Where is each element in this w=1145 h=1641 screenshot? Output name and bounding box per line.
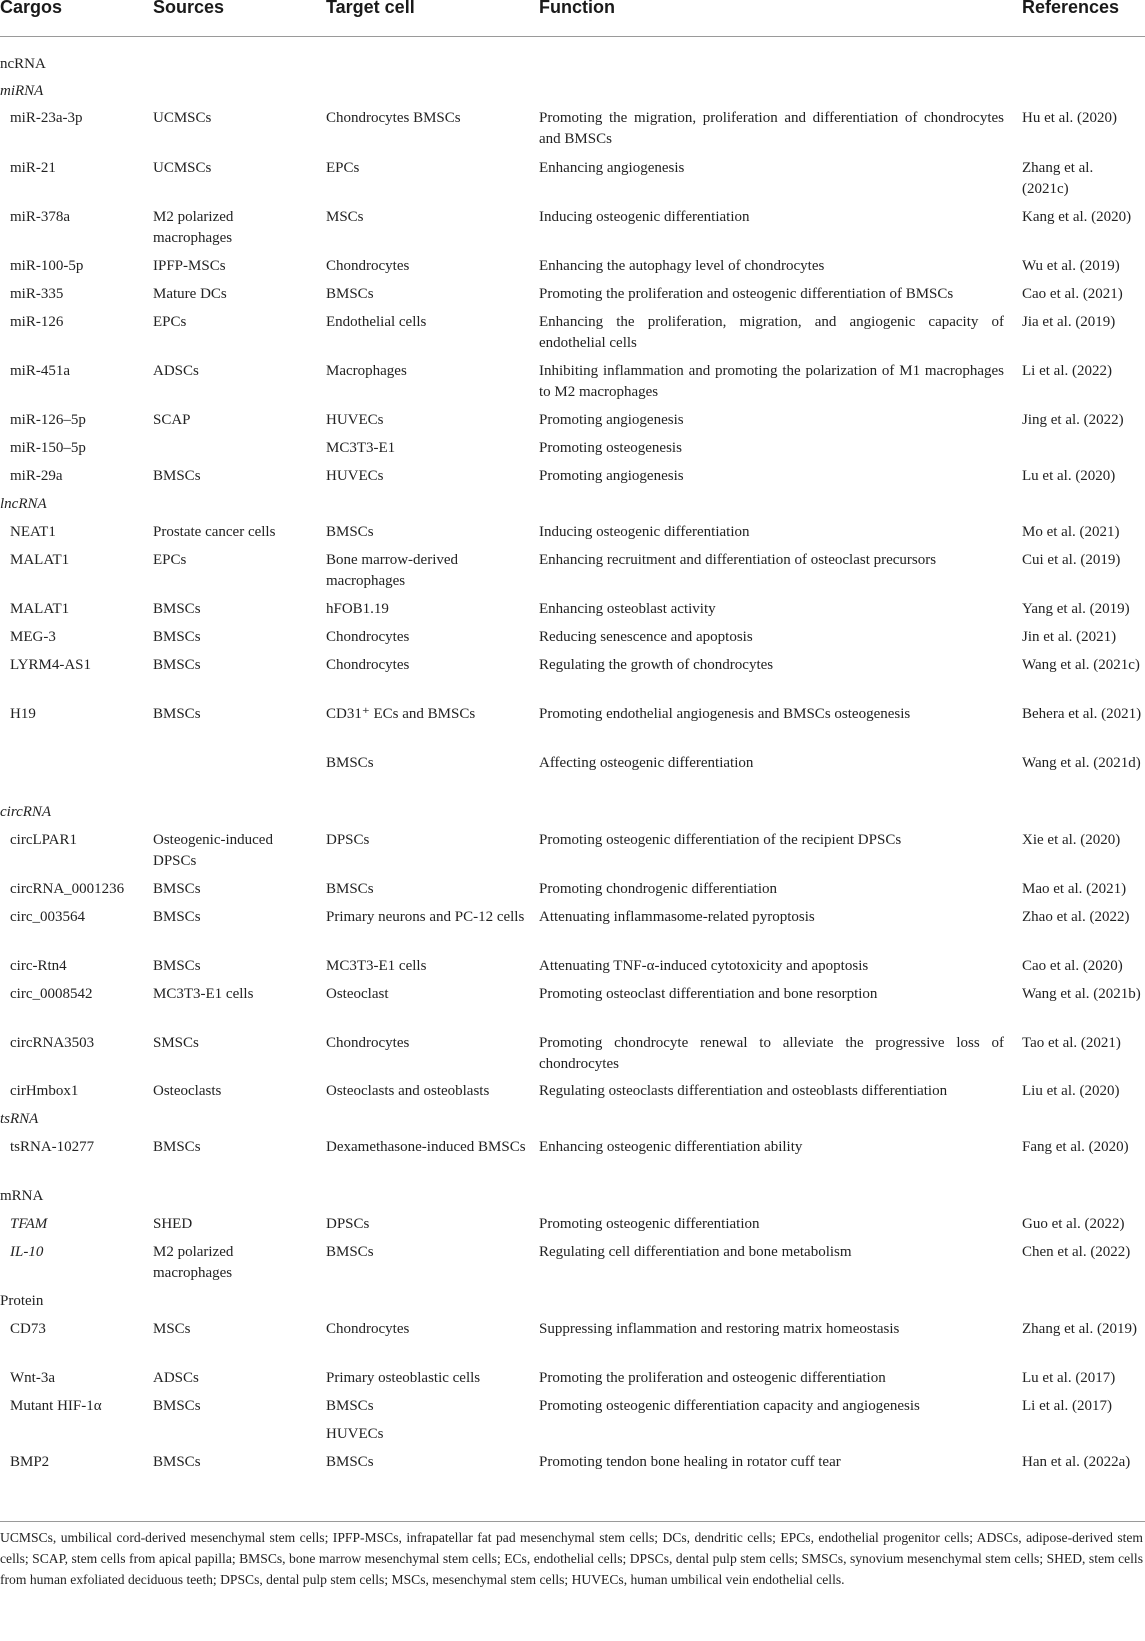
- cell-source: BMSCs: [153, 881, 201, 897]
- cell-function: Promoting endothelial angiogenesis and BMSCs osteogenesis: [539, 706, 911, 722]
- cell-target: Macrophages: [326, 363, 407, 379]
- cell-function: Enhancing the proliferation, migration, and angiogenic capacity of endothelial cells: [539, 314, 1004, 351]
- cell-target: Dexamethasone-induced BMSCs: [326, 1139, 526, 1155]
- cell-target: Chondrocytes: [326, 258, 410, 274]
- cell-function: Promoting angiogenesis: [539, 412, 684, 428]
- cell-reference: Jin et al. (2021): [1022, 629, 1117, 645]
- cell-target: CD31⁺ ECs and BMSCs: [326, 706, 476, 722]
- cell-cargo: circ_003564: [10, 909, 85, 925]
- cell-cargo: circLPAR1: [10, 832, 77, 848]
- section-label-mrna: mRNA: [0, 1188, 44, 1204]
- cell-source: UCMSCs: [153, 160, 212, 176]
- cell-function: Promoting osteogenic differentiation of the recipient DPSCs: [539, 832, 902, 848]
- cell-target: BMSCs: [326, 1398, 374, 1414]
- cell-target: DPSCs: [326, 1216, 370, 1232]
- cell-source: EPCs: [153, 314, 187, 330]
- cell-reference: Jing et al. (2022): [1022, 412, 1124, 428]
- cell-target: BMSCs: [326, 755, 374, 771]
- cell-source: BMSCs: [153, 1398, 201, 1414]
- cell-cargo: MEG-3: [10, 629, 56, 645]
- cell-target: BMSCs: [326, 286, 374, 302]
- cell-function: Enhancing the autophagy level of chondrocytes: [539, 258, 825, 274]
- cell-function: Promoting the proliferation and osteogenic differentiation of BMSCs: [539, 286, 954, 302]
- cell-cargo: circRNA_0001236: [10, 881, 125, 897]
- cell-cargo: MALAT1: [10, 552, 70, 568]
- cell-reference: Mo et al. (2021): [1022, 524, 1120, 540]
- cell-cargo: miR-378a: [10, 209, 70, 225]
- cell-cargo: CD73: [10, 1321, 46, 1337]
- table-footnote: UCMSCs, umbilical cord-derived mesenchymal stem cells; IPFP-MSCs, infrapatellar fat pad mesenchymal stem cells; DCs, dendritic cells; EPCs, endothelial progenitor cells; ADSCs, adipose-derived stem cells; SCAP, stem cells from apical papilla; BMSCs, bone marrow mesenchymal stem cells; ECs, endothelial cells; DPSCs, dental pulp stem cells; SMSCs, synovium mesenchymal stem cells; SHED, stem cells from human exfoliated deciduous teeth; DPSCs, dental pulp stem cells; MSCs, mesenchymal stem cells; HUVECs, human umbilical vein endothelial cells.: [0, 1530, 1143, 1587]
- cell-source: BMSCs: [153, 1139, 201, 1155]
- cell-source: BMSCs: [153, 657, 201, 673]
- cell-target: Primary osteoblastic cells: [326, 1370, 481, 1386]
- cell-cargo: TFAM: [10, 1216, 48, 1232]
- cell-cargo: miR-335: [10, 286, 64, 302]
- cell-source: BMSCs: [153, 1454, 201, 1470]
- cell-function: Enhancing recruitment and differentiation of osteoclast precursors: [539, 552, 937, 568]
- cell-cargo: cirHmbox1: [10, 1083, 79, 1099]
- cell-function: Promoting osteoclast differentiation and bone resorption: [539, 986, 878, 1002]
- cell-reference: Behera et al. (2021): [1022, 706, 1142, 722]
- cell-function: Inducing osteogenic differentiation: [539, 209, 750, 225]
- cell-cargo: circ_0008542: [10, 986, 93, 1002]
- cell-reference: Kang et al. (2020): [1022, 209, 1132, 225]
- cell-target: DPSCs: [326, 832, 370, 848]
- cell-target: BMSCs: [326, 881, 374, 897]
- cell-target: Chondrocytes: [326, 629, 410, 645]
- cell-target: Osteoclasts and osteoblasts: [326, 1083, 490, 1099]
- cell-reference: Han et al. (2022a): [1022, 1454, 1131, 1470]
- header-references: References: [1022, 0, 1120, 17]
- cell-function: Affecting osteogenic differentiation: [539, 755, 754, 771]
- cell-source: M2 polarized macrophages: [153, 1244, 234, 1281]
- cell-reference: Wu et al. (2019): [1022, 258, 1120, 274]
- section-label-mirna: miRNA: [0, 83, 44, 99]
- cell-cargo: tsRNA-10277: [10, 1139, 95, 1155]
- cell-cargo: Wnt-3a: [10, 1370, 55, 1386]
- cell-function: Promoting osteogenic differentiation: [539, 1216, 760, 1232]
- cell-source: Osteoclasts: [153, 1083, 222, 1099]
- cell-reference: Hu et al. (2020): [1022, 110, 1117, 126]
- cell-cargo: circRNA3503: [10, 1035, 95, 1051]
- cell-function: Promoting angiogenesis: [539, 468, 684, 484]
- table-bottom-rule: [0, 1521, 1145, 1522]
- cell-reference: Chen et al. (2022): [1022, 1244, 1131, 1260]
- cell-source: BMSCs: [153, 629, 201, 645]
- cell-function: Enhancing osteogenic differentiation ability: [539, 1139, 803, 1155]
- cell-cargo: miR-150–5p: [10, 440, 86, 456]
- cell-function: Reducing senescence and apoptosis: [539, 629, 753, 645]
- section-label-lncrna: lncRNA: [0, 496, 47, 512]
- cell-function: Promoting tendon bone healing in rotator cuff tear: [539, 1454, 841, 1470]
- header-sources: Sources: [153, 0, 225, 17]
- cell-target: hFOB1.19: [326, 601, 389, 617]
- cell-source: Prostate cancer cells: [153, 524, 276, 540]
- cell-reference: Fang et al. (2020): [1022, 1139, 1129, 1155]
- cell-reference: Guo et al. (2022): [1022, 1216, 1125, 1232]
- cell-target: HUVECs: [326, 412, 384, 428]
- cell-source: MC3T3-E1 cells: [153, 986, 254, 1002]
- cell-function: Promoting osteogenesis: [539, 440, 682, 456]
- cell-function: Promoting chondrocyte renewal to alleviate the progressive loss of chondrocytes: [539, 1035, 1004, 1072]
- cell-function: Suppressing inflammation and restoring matrix homeostasis: [539, 1321, 900, 1337]
- cell-cargo: miR-451a: [10, 363, 70, 379]
- cell-reference: Wang et al. (2021c): [1022, 657, 1140, 673]
- header-cargos: Cargos: [0, 0, 63, 17]
- cell-target: HUVECs: [326, 468, 384, 484]
- cell-function: Inhibiting inflammation and promoting the polarization of M1 macrophages to M2 macrophages: [539, 363, 1004, 400]
- cell-reference: Cao et al. (2020): [1022, 958, 1123, 974]
- cell-function: Attenuating inflammasome-related pyroptosis: [539, 909, 815, 925]
- cell-cargo: circ-Rtn4: [10, 958, 67, 974]
- cell-source: Mature DCs: [153, 286, 227, 302]
- cell-source: BMSCs: [153, 958, 201, 974]
- cell-reference: Lu et al. (2017): [1022, 1370, 1116, 1386]
- cell-function: Inducing osteogenic differentiation: [539, 524, 750, 540]
- cell-function: Enhancing osteoblast activity: [539, 601, 716, 617]
- cell-source: ADSCs: [153, 1370, 199, 1386]
- cell-target: Chondrocytes: [326, 657, 410, 673]
- section-label-protein: Protein: [0, 1293, 44, 1309]
- cell-source: SCAP: [153, 412, 191, 428]
- cell-source: BMSCs: [153, 909, 201, 925]
- cell-source: IPFP-MSCs: [153, 258, 226, 274]
- cell-target: MC3T3-E1 cells: [326, 958, 427, 974]
- cell-function: Enhancing angiogenesis: [539, 160, 685, 176]
- cell-target: Primary neurons and PC-12 cells: [326, 909, 525, 925]
- cell-cargo: miR-29a: [10, 468, 63, 484]
- cell-reference: Tao et al. (2021): [1022, 1035, 1121, 1051]
- cell-target: Endothelial cells: [326, 314, 427, 330]
- cell-target: BMSCs: [326, 1454, 374, 1470]
- cell-target: Bone marrow-derived macrophages: [326, 552, 459, 589]
- cell-target: Chondrocytes BMSCs: [326, 110, 461, 126]
- cell-reference: Zhao et al. (2022): [1022, 909, 1130, 925]
- cell-function: Regulating osteoclasts differentiation and osteoblasts differentiation: [539, 1083, 948, 1099]
- cell-function: Promoting the migration, proliferation and differentiation of chondrocytes and BMSCs: [539, 110, 1004, 147]
- cell-reference: Zhang et al. (2021c): [1022, 160, 1094, 197]
- cell-cargo: miR-100-5p: [10, 258, 84, 274]
- header-function: Function: [539, 0, 615, 17]
- cell-reference: Lu et al. (2020): [1022, 468, 1116, 484]
- cell-source: BMSCs: [153, 601, 201, 617]
- cell-target: Chondrocytes: [326, 1035, 410, 1051]
- header-target-cell: Target cell: [326, 0, 415, 17]
- cell-cargo: miR-23a-3p: [10, 110, 83, 126]
- cell-cargo: Mutant HIF-1α: [10, 1398, 102, 1414]
- cell-target: MSCs: [326, 209, 364, 225]
- cell-source: Osteogenic-induced DPSCs: [153, 832, 273, 869]
- cell-cargo: MALAT1: [10, 601, 70, 617]
- cell-target: Osteoclast: [326, 986, 389, 1002]
- cell-target: MC3T3-E1: [326, 440, 396, 456]
- cell-source: MSCs: [153, 1321, 191, 1337]
- cell-source: M2 polarized macrophages: [153, 209, 234, 246]
- cell-reference: Li et al. (2022): [1022, 363, 1112, 379]
- section-label-tsrna: tsRNA: [0, 1111, 39, 1127]
- cell-source: SMSCs: [153, 1035, 199, 1051]
- cell-reference: Liu et al. (2020): [1022, 1083, 1120, 1099]
- cell-source: ADSCs: [153, 363, 199, 379]
- cell-function: Regulating cell differentiation and bone metabolism: [539, 1244, 852, 1260]
- cell-reference: Mao et al. (2021): [1022, 881, 1127, 897]
- table-header: [0, 0, 1145, 37]
- cell-reference: Jia et al. (2019): [1022, 314, 1116, 330]
- cell-function: Promoting the proliferation and osteogenic differentiation: [539, 1370, 886, 1386]
- cell-cargo: NEAT1: [10, 524, 56, 540]
- cell-reference: Xie et al. (2020): [1022, 832, 1121, 848]
- cell-cargo: LYRM4-AS1: [10, 657, 92, 673]
- cell-reference: Li et al. (2017): [1022, 1398, 1112, 1414]
- cell-target: Chondrocytes: [326, 1321, 410, 1337]
- cell-reference: Wang et al. (2021d): [1022, 755, 1141, 771]
- cell-cargo: IL-10: [10, 1244, 44, 1260]
- cell-cargo: miR-21: [10, 160, 56, 176]
- cell-reference: Wang et al. (2021b): [1022, 986, 1141, 1002]
- cell-cargo: miR-126–5p: [10, 412, 86, 428]
- section-label-ncrna: ncRNA: [0, 56, 46, 72]
- cell-cargo: BMP2: [10, 1454, 50, 1470]
- section-label-circrna: circRNA: [0, 804, 52, 820]
- cell-target: EPCs: [326, 160, 360, 176]
- cell-function: Regulating the growth of chondrocytes: [539, 657, 774, 673]
- cell-reference: Zhang et al. (2019): [1022, 1321, 1137, 1337]
- cell-cargo: miR-126: [10, 314, 64, 330]
- cell-source: BMSCs: [153, 706, 201, 722]
- cell-cargo: H19: [10, 706, 36, 722]
- cell-function: Attenuating TNF-α-induced cytotoxicity and apoptosis: [539, 958, 869, 974]
- cell-reference: Yang et al. (2019): [1022, 601, 1130, 617]
- cell-source: SHED: [153, 1216, 193, 1232]
- cell-reference: Cao et al. (2021): [1022, 286, 1123, 302]
- cell-source: BMSCs: [153, 468, 201, 484]
- cell-target: BMSCs: [326, 524, 374, 540]
- cell-reference: Cui et al. (2019): [1022, 552, 1121, 568]
- cell-source: EPCs: [153, 552, 187, 568]
- cell-target: HUVECs: [326, 1426, 384, 1442]
- cell-target: BMSCs: [326, 1244, 374, 1260]
- cell-function: Promoting chondrogenic differentiation: [539, 881, 778, 897]
- cell-source: UCMSCs: [153, 110, 212, 126]
- cell-function: Promoting osteogenic differentiation capacity and angiogenesis: [539, 1398, 920, 1414]
